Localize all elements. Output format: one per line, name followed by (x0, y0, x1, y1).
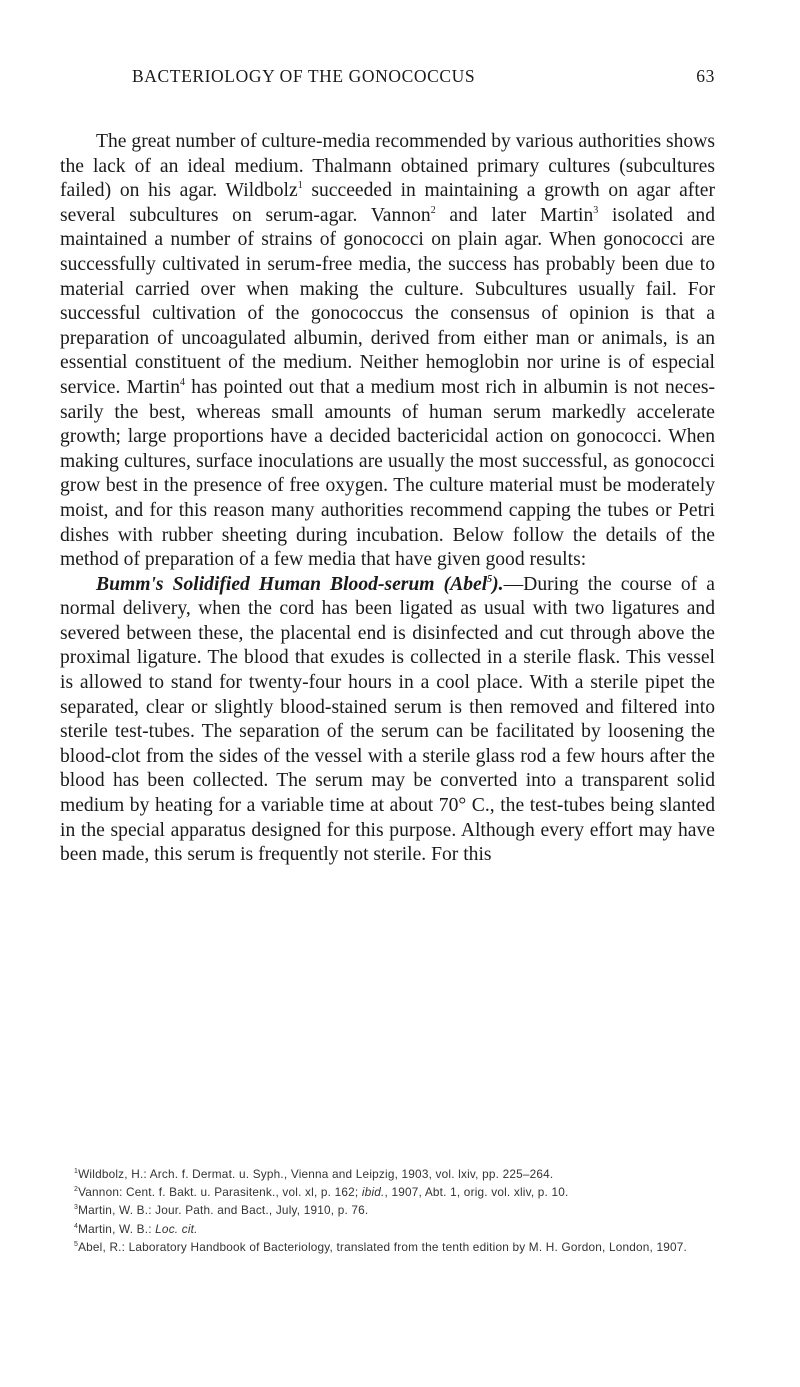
paragraph (60, 130, 715, 573)
text-run: The great number of culture-media recommended by various authorities shows the lack of an ideal medium. Thalmann obtained primary cultures (subcultures failed) on his agar. Wildbolz (60, 131, 715, 202)
text-run: , 1907, Abt. 1, orig. vol. xliv, p. 10. (384, 1185, 569, 1200)
text-run: isolated and maintained a number of strains of gonococci on plain agar. When gonococci are successfully cultivated in serum-free media, the success has probably been due to material carried over when making the culture. Subcultures usually fail. For successful cultivation of the gonococcus the consensus of opinion is that a preparation of uncoagulated albumin, derived from either man or animals, is an essential constituent of the medium. Neither hemoglobin nor urine is of especial service. Martin (60, 204, 715, 398)
text-run: Abel, R.: Laboratory Handbook of Bacteriology, translated from the tenth edition by M. H. Gordon, London, 1907. (78, 1239, 687, 1254)
text-run: and later Martin (435, 204, 594, 226)
text-run: Martin, W. B.: Jour. Path. and Bact., July, 1910, p. 76. (78, 1203, 369, 1218)
footnote-marker: 3 (593, 204, 599, 216)
footnote (60, 1238, 715, 1256)
footnote-marker: 4 (180, 376, 185, 388)
footnote-marker: 1 (74, 1168, 79, 1175)
footnote-marker: 5 (487, 573, 493, 585)
running-head (60, 66, 715, 90)
text-run: Vannon: Cent. f. Bakt. u. Parasitenk., vol. xl, p. 162; (78, 1185, 362, 1200)
running-title: BACTERIOLOGY OF THE GONOCOCCUS (132, 66, 476, 86)
text-run: ). (492, 573, 504, 595)
text-run: has pointed out that a medium most rich in albumin is not necessarily the best, whereas small amounts of human serum markedly accelerate growth; large proportions have a decided bactericidal action on gonococci. When making cultures, surface inoculations are usually the most successful, as gonococci grow best in the presence of free oxygen. The culture material must be moderately moist, and for this reason many authorities recommend capping the tubes or Petri dishes with rubber sheeting during incubation. Below follow the details of the method of preparation of a few media that have given good results: (60, 376, 716, 571)
text-run: Wildbolz, H.: Arch. f. Dermat. u. Syph., Vienna and Leipzig, 1903, vol. lxiv, pp. 225–264. (78, 1167, 554, 1181)
text-run: succeeded in maintaining a growth on agar after several subcultures on serum-agar. Vannon (60, 180, 715, 226)
text-run: Loc. cit. (155, 1221, 198, 1236)
text-run: Martin, W. B.: (78, 1221, 156, 1236)
footnote (60, 1220, 715, 1238)
footnote-marker: 4 (74, 1222, 79, 1230)
footnote-marker: 2 (430, 204, 436, 216)
footnote (60, 1165, 715, 1183)
footnote-marker: 3 (74, 1204, 79, 1212)
footnote (60, 1201, 715, 1219)
body-text (60, 130, 715, 868)
text-run: —During the course of a normal delivery, when the cord has been ligated as usual with two ligatures and severed between these, the placental end is disinfected and cut through above the proximal ligature. The blood that exudes is collected in a sterile flask. This vessel is allowed to stand for twenty-four hours in a cool place. With a sterile pipet the separated, clear or slightly blood-stained serum is then removed and filtered into sterile test-tubes. The separation of the serum can be facilitated by loosening the blood-clot from the sides of the vessel with a sterile glass rod a few hours after the blood has been collected. The serum may be converted into a transparent solid medium by heating for a variable time at about 70° C., the test-tubes being slanted in the special apparatus designed for this purpose. Although every effort may have been made, this serum is frequently not sterile. For this (60, 573, 715, 866)
footnote-marker: 1 (297, 180, 303, 192)
footnotes (60, 1165, 715, 1256)
footnote-marker: 2 (74, 1186, 79, 1194)
paragraph (60, 573, 715, 868)
footnote-marker: 5 (74, 1240, 79, 1248)
text-run: ibid. (361, 1185, 385, 1200)
footnote (60, 1183, 715, 1201)
text-run: Bumm's Solidified Human Blood-serum (Abel (96, 573, 488, 595)
page-number: 63 (696, 66, 715, 86)
